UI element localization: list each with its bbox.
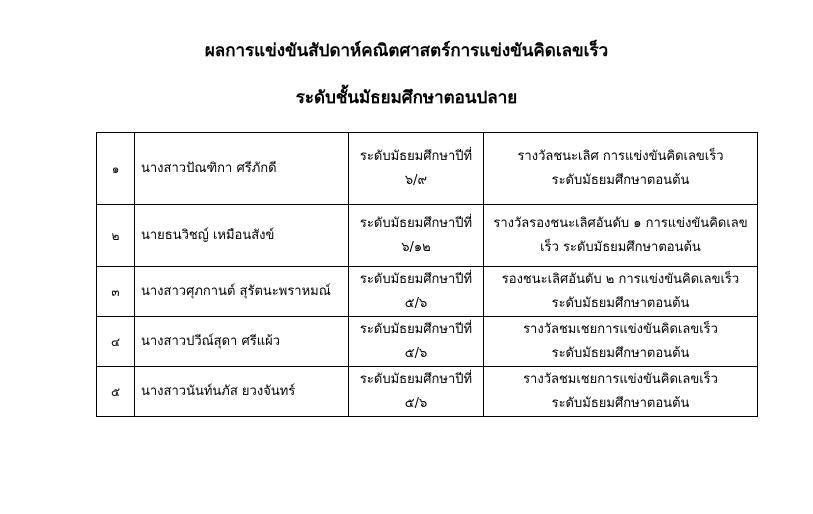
award: รางวัลชมเชยการแข่งขันคิดเลขเร็ว ระดับมัธยมศึกษาตอนต้น <box>484 367 758 417</box>
student-name: นางสาวนันท์นภัส ยวงจันทร์ <box>135 367 349 417</box>
document-subtitle: ระดับชั้นมัธยมศึกษาตอนปลาย <box>295 88 518 108</box>
grade-level: ระดับมัธยมศึกษาปีที่ ๖/๙ <box>349 133 484 205</box>
table-row <box>97 267 758 317</box>
student-name: นางสาวศุภกานต์ สุรัตนะพราหมณ์ <box>135 267 349 317</box>
table-row <box>97 205 758 267</box>
row-number: ๕ <box>97 367 135 417</box>
student-name: นางสาวปวีณ์สุดา ศรีแผ้ว <box>135 317 349 367</box>
table-row <box>97 367 758 417</box>
grade-level: ระดับมัธยมศึกษาปีที่ ๕/๖ <box>349 267 484 317</box>
grade-level: ระดับมัธยมศึกษาปีที่ ๕/๖ <box>349 367 484 417</box>
award: รางวัลชมเชยการแข่งขันคิดเลขเร็ว ระดับมัธยมศึกษาตอนต้น <box>484 317 758 367</box>
grade-level: ระดับมัธยมศึกษาปีที่ ๕/๖ <box>349 317 484 367</box>
award: รางวัลรองชนะเลิศอันดับ ๑ การแข่งขันคิดเลข เร็ว ระดับมัธยมศึกษาตอนต้น <box>484 205 758 267</box>
row-number: ๓ <box>97 267 135 317</box>
student-name: นางสาวปัณฑิกา ศรีภักดี <box>135 133 349 205</box>
grade-level: ระดับมัธยมศึกษาปีที่ ๖/๑๒ <box>349 205 484 267</box>
table-row <box>97 317 758 367</box>
row-number: ๑ <box>97 133 135 205</box>
award: รองชนะเลิศอันดับ ๒ การแข่งขันคิดเลขเร็ว ระดับมัธยมศึกษาตอนต้น <box>484 267 758 317</box>
row-number: ๒ <box>97 205 135 267</box>
award: รางวัลชนะเลิศ การแข่งขันคิดเลขเร็ว ระดับมัธยมศึกษาตอนต้น <box>484 133 758 205</box>
document-title: ผลการแข่งขันสัปดาห์คณิตศาสตร์การแข่งขันคิดเลขเร็ว <box>204 41 609 61</box>
row-number: ๔ <box>97 317 135 367</box>
student-name: นายธนวิชญ์ เหมือนสังข์ <box>135 205 349 267</box>
table-row <box>97 133 758 205</box>
results-table <box>96 132 758 417</box>
